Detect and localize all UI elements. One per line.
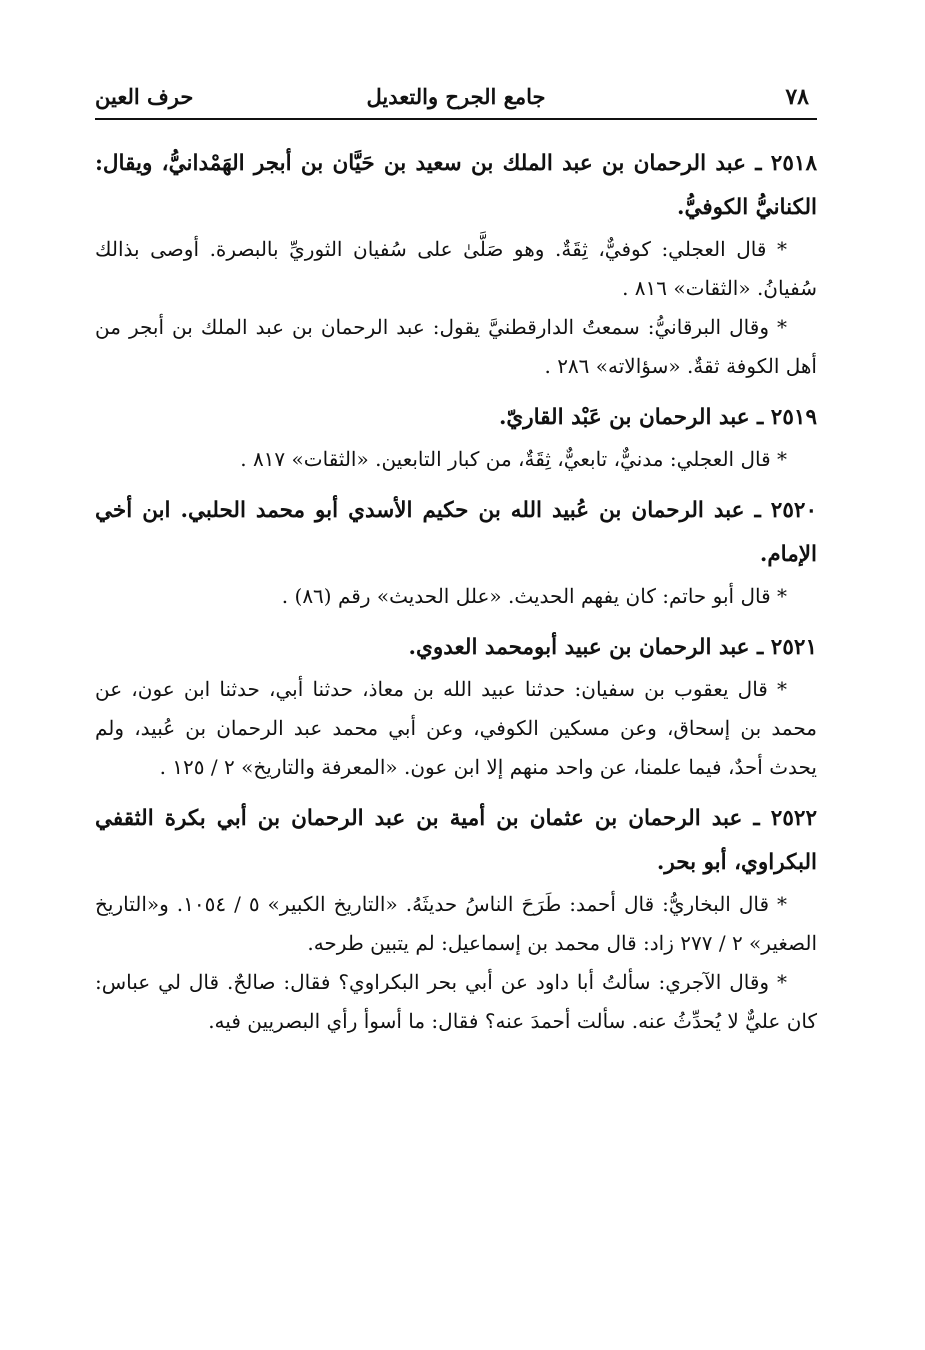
chapter-title: حرف العين (95, 84, 194, 109)
page-number: ٧٨ (785, 84, 809, 110)
entry-note: * قال البخاريُّ: قال أحمد: طَرَحَ الناسُ حديثَهُ. «التاريخ الكبير» ٥ / ١٠٥٤. و«التاريخ الصغير» ٢ / ٢٧٧ زاد: قال محمد بن إسماعيل: لم يتبين طرحه. (95, 892, 817, 955)
entry-2520 (95, 489, 817, 616)
page (95, 78, 817, 1318)
entry-note: * قال العجلي: مدنيٌّ، تابعيٌّ، ثِقَةٌ، من كبار التابعين. «الثقات» ٨١٧ . (240, 447, 787, 471)
book-title: جامع الجرح والتعديل (366, 84, 546, 109)
entry-title: ٢٥١٩ ـ عبد الرحمان بن عَبْد القاريّ. (498, 405, 817, 430)
entry-2518 (95, 142, 817, 386)
entry-2519 (95, 396, 817, 479)
entry-2521 (95, 626, 817, 787)
running-header (95, 78, 817, 120)
entries-list (95, 142, 817, 1041)
entry-note: * قال العجلي: كوفيٌّ، ثِقَةٌ. وهو صَلَّىٰ على سُفيان الثوريِّ بالبصرة. أوصى بذالك سُفيانُ. «الثقات» ٨١٦ . (95, 237, 817, 300)
entry-note: * قال أبو حاتم: كان يفهم الحديث. «علل الحديث» رقم (٨٦) . (281, 584, 787, 608)
entry-title: ٢٥١٨ ـ عبد الرحمان بن عبد الملك بن سعيد بن حَيَّان بن أبجر الهَمْدانيُّ، ويقال: الكنانيُّ الكوفيُّ. (95, 151, 817, 220)
entry-note: * وقال الآجري: سألتُ أبا داود عن أبي بحر البكراوي؟ فقال: صالحٌ. قال لي عباس: كان عليٌّ لا يُحدِّثُ عنه. سألت أحمدَ عنه؟ فقال: ما أسوأ رأي البصريين فيه. (95, 970, 817, 1033)
entry-title: ٢٥٢١ ـ عبد الرحمان بن عبيد أبومحمد العدوي. (408, 635, 817, 660)
entry-note: * قال يعقوب بن سفيان: حدثنا عبيد الله بن معاذ، حدثنا أبي، حدثنا ابن عون، عن محمد بن إسحاق، وعن مسكين الكوفي، وعن أبي محمد عبد الرحمان بن عُبيد، ولم يحدث أحدٌ، فيما علمنا، عن واحد منهم إلا ابن عون. «المعرفة والتاريخ» ٢ / ١٢٥ . (95, 677, 817, 779)
entry-2522 (95, 797, 817, 1041)
entry-title: ٢٥٢٠ ـ عبد الرحمان بن عُبيد الله بن حكيم الأسدي أبو محمد الحلبي. ابن أخي الإمام. (95, 498, 817, 567)
entry-note: * وقال البرقانيُّ: سمعتُ الدارقطنيَّ يقول: عبد الرحمان بن عبد الملك بن أبجر من أهل الكوفة ثقةٌ. «سؤالاته» ٢٨٦ . (95, 315, 817, 378)
entry-title: ٢٥٢٢ ـ عبد الرحمان بن عثمان بن أمية بن عبد الرحمان بن أبي بكرة الثقفي البكراوي، أبو بحر. (95, 806, 817, 875)
